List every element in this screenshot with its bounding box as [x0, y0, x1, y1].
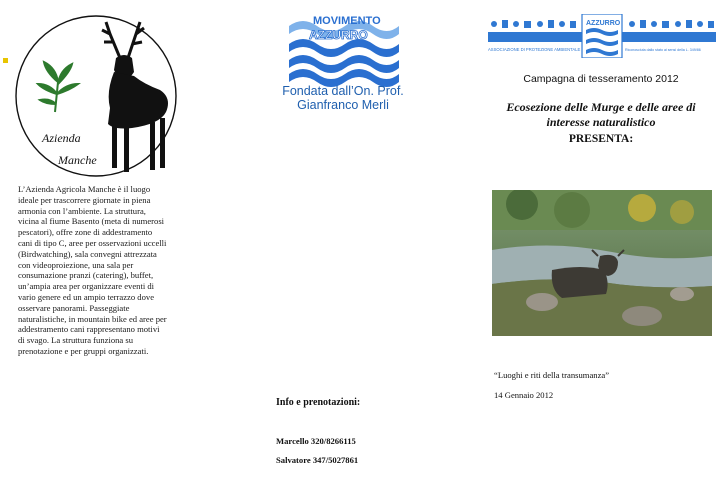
- event-subtitle: “Luoghi e riti della transumanza”: [494, 370, 610, 380]
- leaf-icon: [38, 62, 78, 112]
- logo-script-azienda: Azienda: [42, 131, 81, 145]
- association-banner: [488, 14, 716, 58]
- campaign-title: Campagna di tesseramento 2012: [523, 73, 679, 85]
- event-title-line-1: Ecosezione delle Murge e delle aree di: [506, 100, 696, 114]
- banner-left-text: ASSOCIAZIONE DI PROTEZIONE AMBIENTALE: [488, 47, 581, 52]
- farm-description: L’Azienda Agricola Manche è il luogo ideale per trascorrere giornate in piena armonia con l’ambiente. La struttura, vicina al fiume Basento (meta di numerosi pescatori), offre zone di addestramento cani di tipo C, aree per osservazioni uccelli (Birdwatching), sala convegni attrezzata con videoproiezione, una sala per consumazione pranzi (catering), buffet, un’ampia area per organizzare eventi di vario genere ed un ampio terrazzo dove osservare panorami. Passeggiate naturalistiche, in mountain bike ed aree per addestramento cani rappresentano motivi di svago. La struttura funziona su prenotazione e per gruppi organizzati.: [18, 184, 167, 356]
- event-date: 14 Gennaio 2012: [494, 390, 554, 400]
- azienda-manche-logo: [10, 12, 182, 180]
- founded-line-2: Gianfranco Merli: [297, 98, 389, 112]
- banner-right-text: Riconosciuta dallo stato ai sensi della L. 349/86: [625, 48, 701, 52]
- banner-wave-icon: [586, 28, 618, 56]
- contact-salvatore: Salvatore 347/5027861: [276, 455, 359, 465]
- logo-word-azzurro: AZZURRO: [309, 28, 368, 42]
- founded-line-1: Fondata dall’On. Prof.: [282, 84, 404, 98]
- info-title: Info e prenotazioni:: [276, 397, 361, 408]
- founded-by: [258, 84, 428, 112]
- banner-logo-text: AZZURRO: [586, 20, 621, 27]
- presents-heading: PRESENTA:: [568, 133, 634, 145]
- movimento-azzurro-logo: [285, 12, 403, 88]
- decorative-dot: [3, 58, 8, 63]
- event-title-line-2: interesse naturalistico: [546, 115, 656, 129]
- logo-word-movimento: MOVIMENTO: [313, 15, 381, 27]
- cow-river-photo: [492, 190, 712, 336]
- event-title: [490, 100, 712, 130]
- contact-marcello: Marcello 320/8266115: [276, 436, 356, 446]
- logo-script-manche: Manche: [58, 153, 97, 167]
